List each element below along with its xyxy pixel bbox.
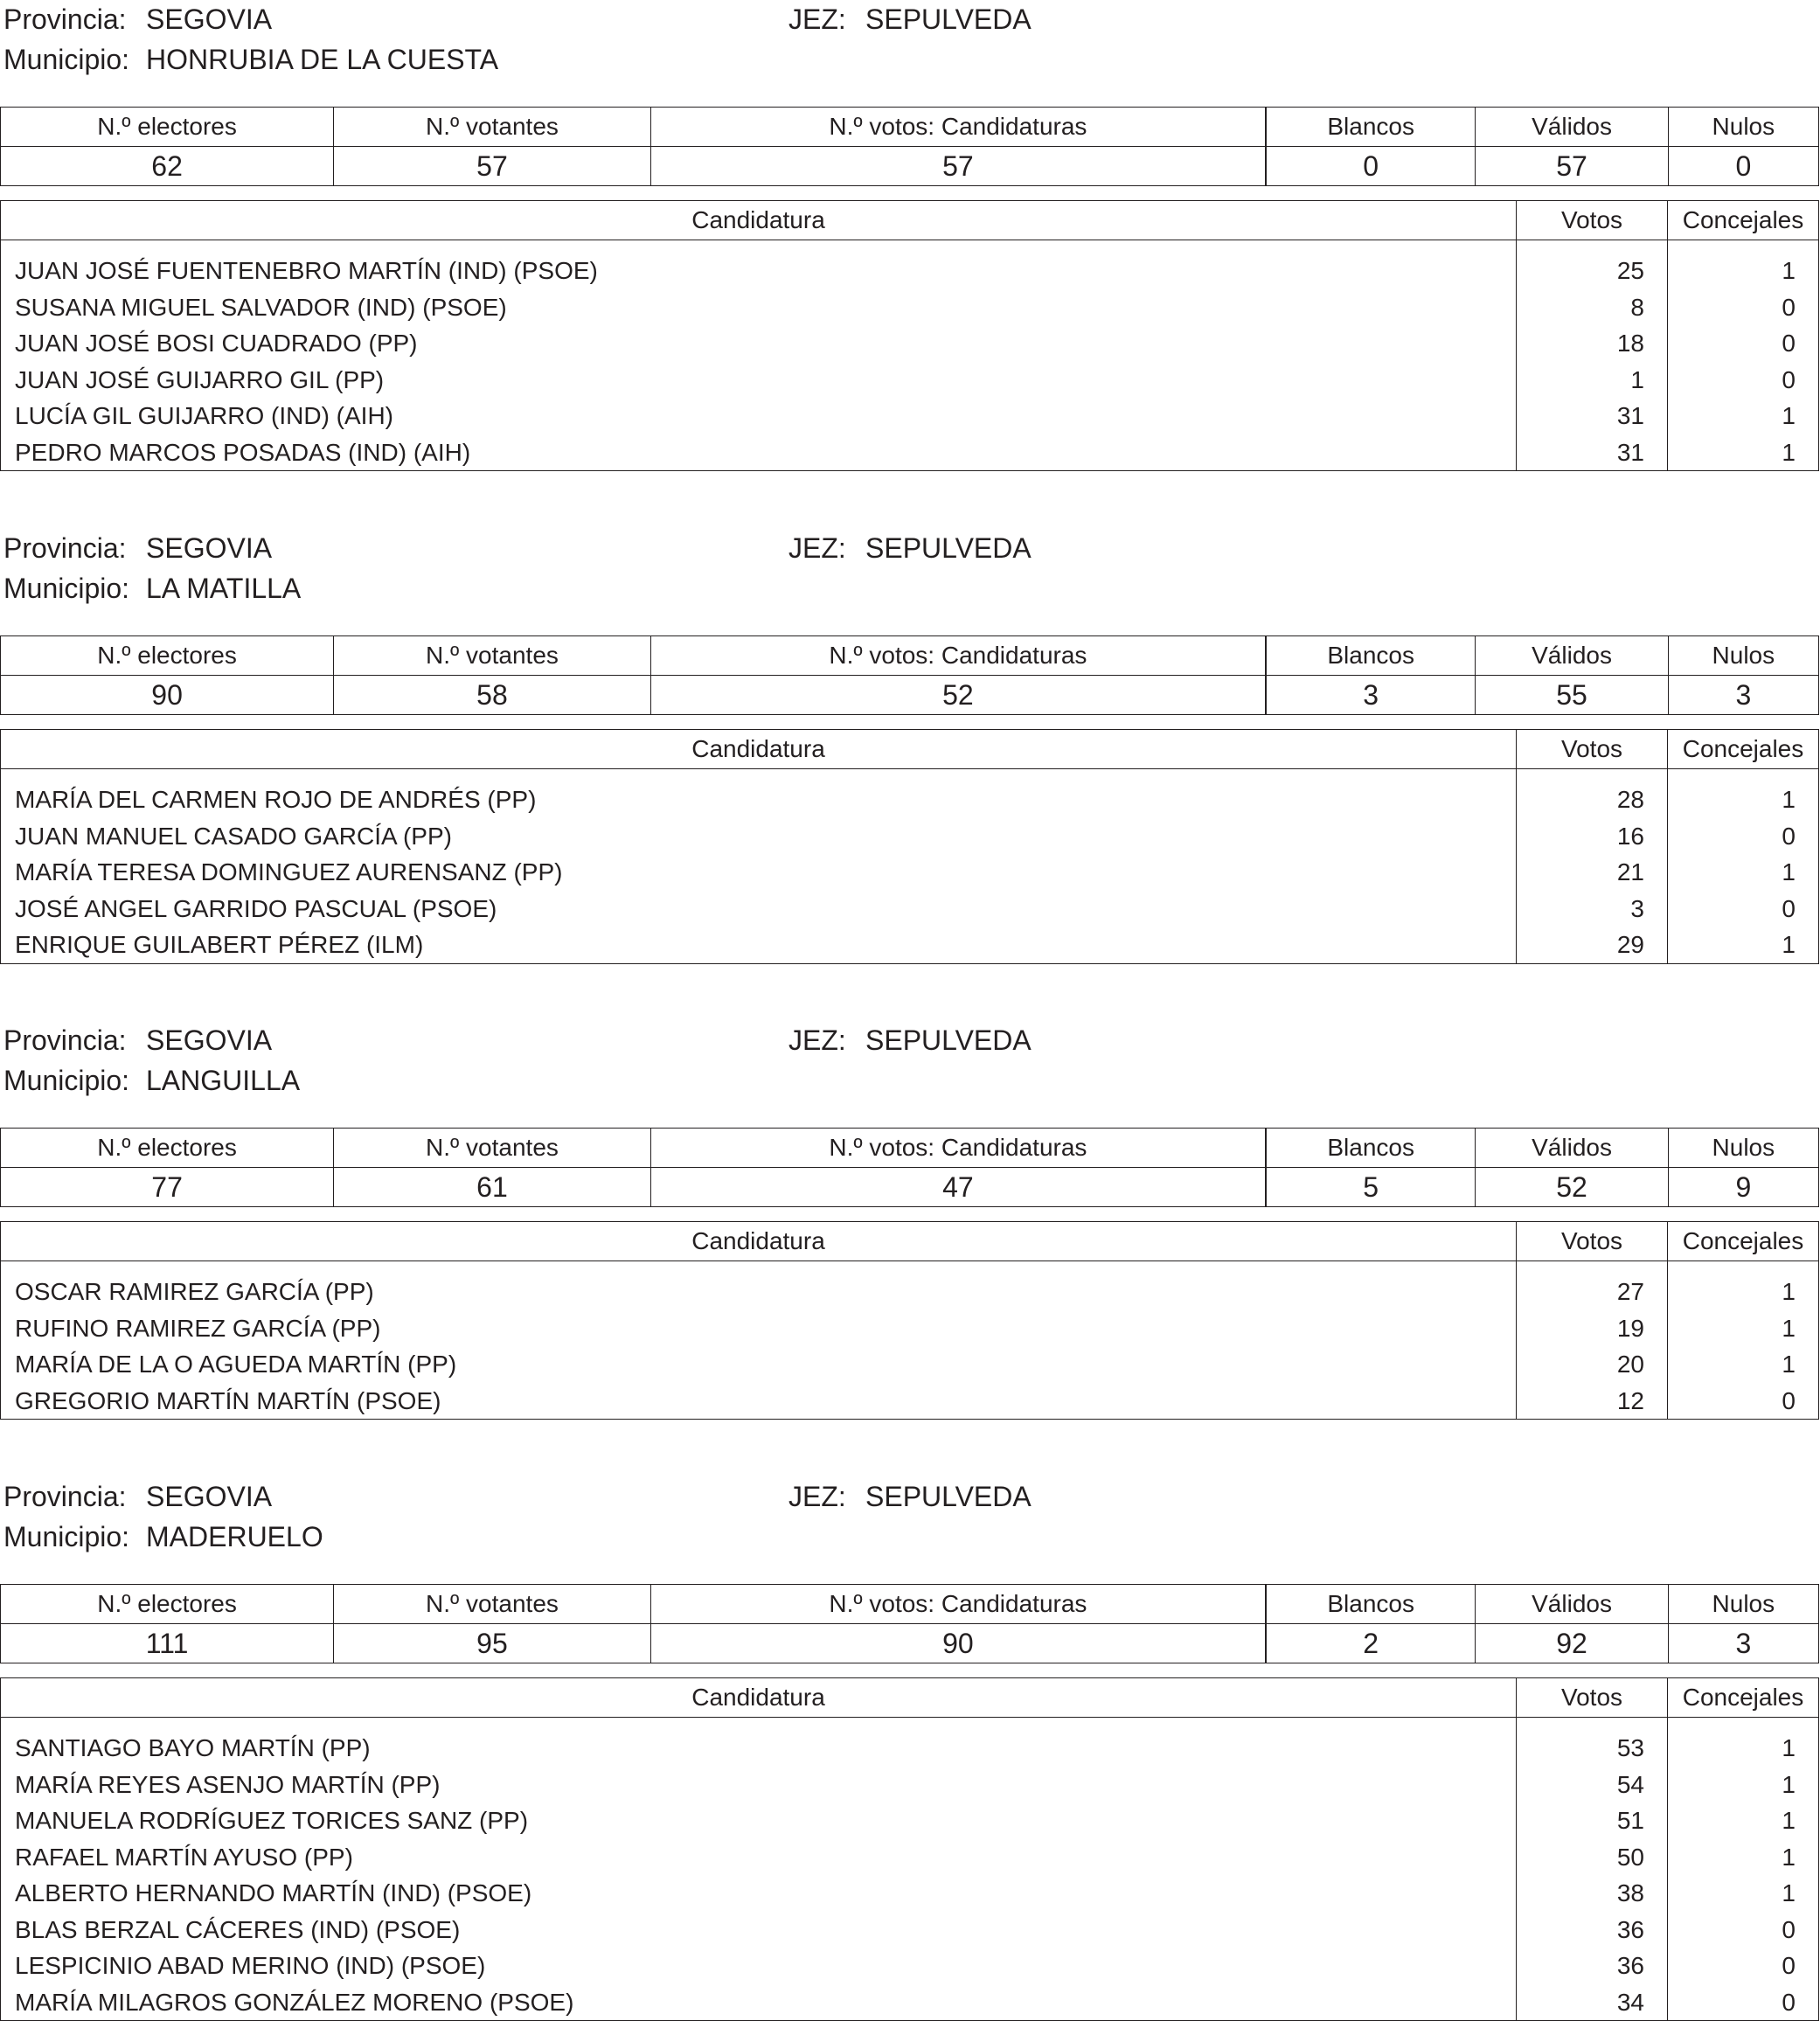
- candidate-row: [1, 1310, 1819, 1347]
- candidate-name: JUAN MANUEL CASADO GARCÍA (PP): [1, 818, 1517, 855]
- votos-header: Votos: [1517, 1678, 1668, 1718]
- candidate-votos: 34: [1517, 1984, 1668, 2021]
- candidate-name: RUFINO RAMIREZ GARCÍA (PP): [1, 1310, 1517, 1347]
- candidate-name: LESPICINIO ABAD MERINO (IND) (PSOE): [1, 1948, 1517, 1984]
- candidate-concejales: 1: [1668, 1718, 1819, 1767]
- candidate-name: MARÍA DE LA O AGUEDA MARTÍN (PP): [1, 1346, 1517, 1383]
- municipio-value: LA MATILLA: [146, 573, 302, 604]
- candidate-votos: 28: [1517, 769, 1668, 818]
- candidate-row: [1, 1718, 1819, 1767]
- votantes-value: 57: [334, 147, 651, 186]
- stats-header-row: [1, 1585, 1819, 1624]
- candidate-concejales: 0: [1668, 818, 1819, 855]
- concejales-header: Concejales: [1668, 1678, 1819, 1718]
- candidate-row: [1, 1383, 1819, 1420]
- jez-label: JEZ:: [788, 3, 846, 35]
- candidate-concejales: 1: [1668, 1767, 1819, 1803]
- candidate-name: MARÍA TERESA DOMINGUEZ AURENSANZ (PP): [1, 854, 1517, 891]
- candidate-name: MARÍA MILAGROS GONZÁLEZ MORENO (PSOE): [1, 1984, 1517, 2021]
- candidate-concejales: 1: [1668, 1310, 1819, 1347]
- votantes-value: 95: [334, 1624, 651, 1663]
- candidate-concejales: 1: [1668, 854, 1819, 891]
- nulos-header: Nulos: [1668, 1129, 1818, 1168]
- municipio-value: HONRUBIA DE LA CUESTA: [146, 44, 499, 75]
- candidate-name: PEDRO MARCOS POSADAS (IND) (AIH): [1, 434, 1517, 471]
- candidate-votos: 31: [1517, 434, 1668, 471]
- votos-candidaturas-value: 57: [650, 147, 1266, 186]
- validos-header: Válidos: [1476, 1585, 1668, 1624]
- candidate-concejales: 1: [1668, 927, 1819, 963]
- concejales-header: Concejales: [1668, 1222, 1819, 1261]
- jez-label: JEZ:: [788, 532, 846, 564]
- blancos-header: Blancos: [1266, 108, 1476, 147]
- candidates-table: [0, 1221, 1819, 1420]
- stats-value-row: [1, 147, 1819, 186]
- electores-header: N.º electores: [1, 108, 334, 147]
- electores-value: 90: [1, 676, 334, 715]
- candidate-row: [1, 1802, 1819, 1839]
- candidate-concejales: 1: [1668, 1875, 1819, 1912]
- stats-value-row: [1, 1168, 1819, 1207]
- candidatura-header: Candidatura: [1, 201, 1517, 240]
- electores-value: 111: [1, 1624, 334, 1663]
- candidate-name: JUAN JOSÉ FUENTENEBRO MARTÍN (IND) (PSOE): [1, 240, 1517, 289]
- candidatura-header: Candidatura: [1, 730, 1517, 769]
- validos-header: Válidos: [1476, 1129, 1668, 1168]
- validos-value: 92: [1476, 1624, 1668, 1663]
- jez-label: JEZ:: [788, 1481, 846, 1512]
- candidate-votos: 25: [1517, 240, 1668, 289]
- nulos-header: Nulos: [1668, 108, 1818, 147]
- municipio-value: LANGUILLA: [146, 1065, 301, 1096]
- candidate-concejales: 0: [1668, 289, 1819, 326]
- jez-value: SEPULVEDA: [865, 1481, 1032, 1512]
- jez-value: SEPULVEDA: [865, 3, 1032, 35]
- candidate-votos: 19: [1517, 1310, 1668, 1347]
- candidate-votos: 51: [1517, 1802, 1668, 1839]
- nulos-value: 3: [1668, 1624, 1818, 1663]
- candidate-votos: 8: [1517, 289, 1668, 326]
- candidate-name: JUAN JOSÉ BOSI CUADRADO (PP): [1, 325, 1517, 362]
- candidate-name: RAFAEL MARTÍN AYUSO (PP): [1, 1839, 1517, 1876]
- validos-value: 55: [1476, 676, 1668, 715]
- candidate-votos: 54: [1517, 1767, 1668, 1803]
- provincia-value: SEGOVIA: [146, 532, 273, 564]
- votos-header: Votos: [1517, 1222, 1668, 1261]
- candidate-concejales: 0: [1668, 1984, 1819, 2021]
- stats-header-row: [1, 636, 1819, 676]
- candidate-votos: 36: [1517, 1912, 1668, 1948]
- candidate-votos: 27: [1517, 1261, 1668, 1310]
- candidate-concejales: 1: [1668, 1839, 1819, 1876]
- stats-table: [0, 107, 1819, 186]
- votos-candidaturas-header: N.º votos: Candidaturas: [650, 1585, 1266, 1624]
- candidates-header-row: [1, 730, 1819, 769]
- jez-value: SEPULVEDA: [865, 1024, 1032, 1056]
- candidate-votos: 29: [1517, 927, 1668, 963]
- candidate-row: [1, 891, 1819, 927]
- nulos-value: 9: [1668, 1168, 1818, 1207]
- votos-candidaturas-value: 90: [650, 1624, 1266, 1663]
- provincia-value: SEGOVIA: [146, 3, 273, 35]
- candidate-votos: 12: [1517, 1383, 1668, 1420]
- candidate-name: OSCAR RAMIREZ GARCÍA (PP): [1, 1261, 1517, 1310]
- candidates-header-row: [1, 201, 1819, 240]
- candidate-row: [1, 769, 1819, 818]
- municipio-label: Municipio:: [3, 1065, 130, 1096]
- blancos-header: Blancos: [1266, 1129, 1476, 1168]
- candidate-row: [1, 1984, 1819, 2021]
- votantes-header: N.º votantes: [334, 1129, 651, 1168]
- candidate-votos: 36: [1517, 1948, 1668, 1984]
- candidate-row: [1, 1875, 1819, 1912]
- candidates-header-row: [1, 1678, 1819, 1718]
- electores-value: 62: [1, 147, 334, 186]
- candidate-row: [1, 398, 1819, 434]
- candidate-votos: 1: [1517, 362, 1668, 399]
- candidate-votos: 31: [1517, 398, 1668, 434]
- candidate-name: MANUELA RODRÍGUEZ TORICES SANZ (PP): [1, 1802, 1517, 1839]
- candidate-concejales: 0: [1668, 1912, 1819, 1948]
- candidate-row: [1, 240, 1819, 289]
- stats-table: [0, 1584, 1819, 1663]
- candidate-votos: 21: [1517, 854, 1668, 891]
- nulos-header: Nulos: [1668, 636, 1818, 676]
- provincia-label: Provincia:: [3, 1481, 127, 1512]
- candidate-concejales: 1: [1668, 1346, 1819, 1383]
- candidate-concejales: 0: [1668, 1383, 1819, 1420]
- candidate-votos: 18: [1517, 325, 1668, 362]
- candidate-votos: 38: [1517, 1875, 1668, 1912]
- validos-value: 52: [1476, 1168, 1668, 1207]
- candidate-name: ENRIQUE GUILABERT PÉREZ (ILM): [1, 927, 1517, 963]
- candidate-name: LUCÍA GIL GUIJARRO (IND) (AIH): [1, 398, 1517, 434]
- electores-header: N.º electores: [1, 1129, 334, 1168]
- concejales-header: Concejales: [1668, 201, 1819, 240]
- candidatura-header: Candidatura: [1, 1222, 1517, 1261]
- candidates-table: [0, 200, 1819, 471]
- candidate-name: SUSANA MIGUEL SALVADOR (IND) (PSOE): [1, 289, 1517, 326]
- provincia-value: SEGOVIA: [146, 1024, 273, 1056]
- candidate-row: [1, 1767, 1819, 1803]
- candidate-concejales: 0: [1668, 891, 1819, 927]
- candidate-concejales: 0: [1668, 1948, 1819, 1984]
- candidate-row: [1, 1261, 1819, 1310]
- candidate-row: [1, 289, 1819, 326]
- municipio-value: MADERUELO: [146, 1521, 323, 1552]
- candidate-row: [1, 325, 1819, 362]
- candidate-name: JUAN JOSÉ GUIJARRO GIL (PP): [1, 362, 1517, 399]
- blancos-value: 3: [1266, 676, 1476, 715]
- votantes-header: N.º votantes: [334, 636, 651, 676]
- candidate-votos: 16: [1517, 818, 1668, 855]
- jez-value: SEPULVEDA: [865, 532, 1032, 564]
- candidate-name: BLAS BERZAL CÁCERES (IND) (PSOE): [1, 1912, 1517, 1948]
- candidates-table: [0, 729, 1819, 964]
- blancos-header: Blancos: [1266, 1585, 1476, 1624]
- candidate-row: [1, 854, 1819, 891]
- candidate-row: [1, 1839, 1819, 1876]
- candidate-concejales: 1: [1668, 398, 1819, 434]
- votos-candidaturas-header: N.º votos: Candidaturas: [650, 1129, 1266, 1168]
- stats-header-row: [1, 1129, 1819, 1168]
- blancos-value: 0: [1266, 147, 1476, 186]
- votos-header: Votos: [1517, 201, 1668, 240]
- candidate-concejales: 0: [1668, 325, 1819, 362]
- candidate-row: [1, 818, 1819, 855]
- candidates-header-row: [1, 1222, 1819, 1261]
- votos-candidaturas-value: 52: [650, 676, 1266, 715]
- stats-header-row: [1, 108, 1819, 147]
- validos-value: 57: [1476, 147, 1668, 186]
- votos-candidaturas-value: 47: [650, 1168, 1266, 1207]
- validos-header: Válidos: [1476, 636, 1668, 676]
- blancos-header: Blancos: [1266, 636, 1476, 676]
- stats-value-row: [1, 676, 1819, 715]
- concejales-header: Concejales: [1668, 730, 1819, 769]
- stats-value-row: [1, 1624, 1819, 1663]
- provincia-label: Provincia:: [3, 3, 127, 35]
- candidate-concejales: 0: [1668, 362, 1819, 399]
- candidate-row: [1, 1346, 1819, 1383]
- provincia-label: Provincia:: [3, 532, 127, 564]
- votantes-value: 61: [334, 1168, 651, 1207]
- municipio-label: Municipio:: [3, 1521, 130, 1552]
- jez-label: JEZ:: [788, 1024, 846, 1056]
- votos-candidaturas-header: N.º votos: Candidaturas: [650, 636, 1266, 676]
- electores-header: N.º electores: [1, 1585, 334, 1624]
- blancos-value: 2: [1266, 1624, 1476, 1663]
- municipio-label: Municipio:: [3, 44, 130, 75]
- candidate-name: MARÍA DEL CARMEN ROJO DE ANDRÉS (PP): [1, 769, 1517, 818]
- candidate-concejales: 1: [1668, 769, 1819, 818]
- votos-candidaturas-header: N.º votos: Candidaturas: [650, 108, 1266, 147]
- candidate-name: SANTIAGO BAYO MARTÍN (PP): [1, 1718, 1517, 1767]
- candidate-votos: 3: [1517, 891, 1668, 927]
- votantes-header: N.º votantes: [334, 1585, 651, 1624]
- nulos-header: Nulos: [1668, 1585, 1818, 1624]
- stats-table: [0, 635, 1819, 715]
- municipio-label: Municipio:: [3, 573, 130, 604]
- electores-header: N.º electores: [1, 636, 334, 676]
- candidate-name: MARÍA REYES ASENJO MARTÍN (PP): [1, 1767, 1517, 1803]
- votantes-header: N.º votantes: [334, 108, 651, 147]
- candidates-table: [0, 1677, 1819, 2021]
- candidate-votos: 50: [1517, 1839, 1668, 1876]
- candidate-name: ALBERTO HERNANDO MARTÍN (IND) (PSOE): [1, 1875, 1517, 1912]
- votos-header: Votos: [1517, 730, 1668, 769]
- blancos-value: 5: [1266, 1168, 1476, 1207]
- candidate-row: [1, 434, 1819, 471]
- candidatura-header: Candidatura: [1, 1678, 1517, 1718]
- candidate-name: JOSÉ ANGEL GARRIDO PASCUAL (PSOE): [1, 891, 1517, 927]
- votantes-value: 58: [334, 676, 651, 715]
- candidate-votos: 20: [1517, 1346, 1668, 1383]
- nulos-value: 0: [1668, 147, 1818, 186]
- candidate-name: GREGORIO MARTÍN MARTÍN (PSOE): [1, 1383, 1517, 1420]
- candidate-concejales: 1: [1668, 1802, 1819, 1839]
- provincia-value: SEGOVIA: [146, 1481, 273, 1512]
- candidate-row: [1, 1912, 1819, 1948]
- candidate-row: [1, 1948, 1819, 1984]
- electores-value: 77: [1, 1168, 334, 1207]
- candidate-concejales: 1: [1668, 434, 1819, 471]
- candidate-concejales: 1: [1668, 1261, 1819, 1310]
- candidate-concejales: 1: [1668, 240, 1819, 289]
- validos-header: Válidos: [1476, 108, 1668, 147]
- candidate-row: [1, 362, 1819, 399]
- stats-table: [0, 1128, 1819, 1207]
- candidate-votos: 53: [1517, 1718, 1668, 1767]
- provincia-label: Provincia:: [3, 1024, 127, 1056]
- nulos-value: 3: [1668, 676, 1818, 715]
- candidate-row: [1, 927, 1819, 963]
